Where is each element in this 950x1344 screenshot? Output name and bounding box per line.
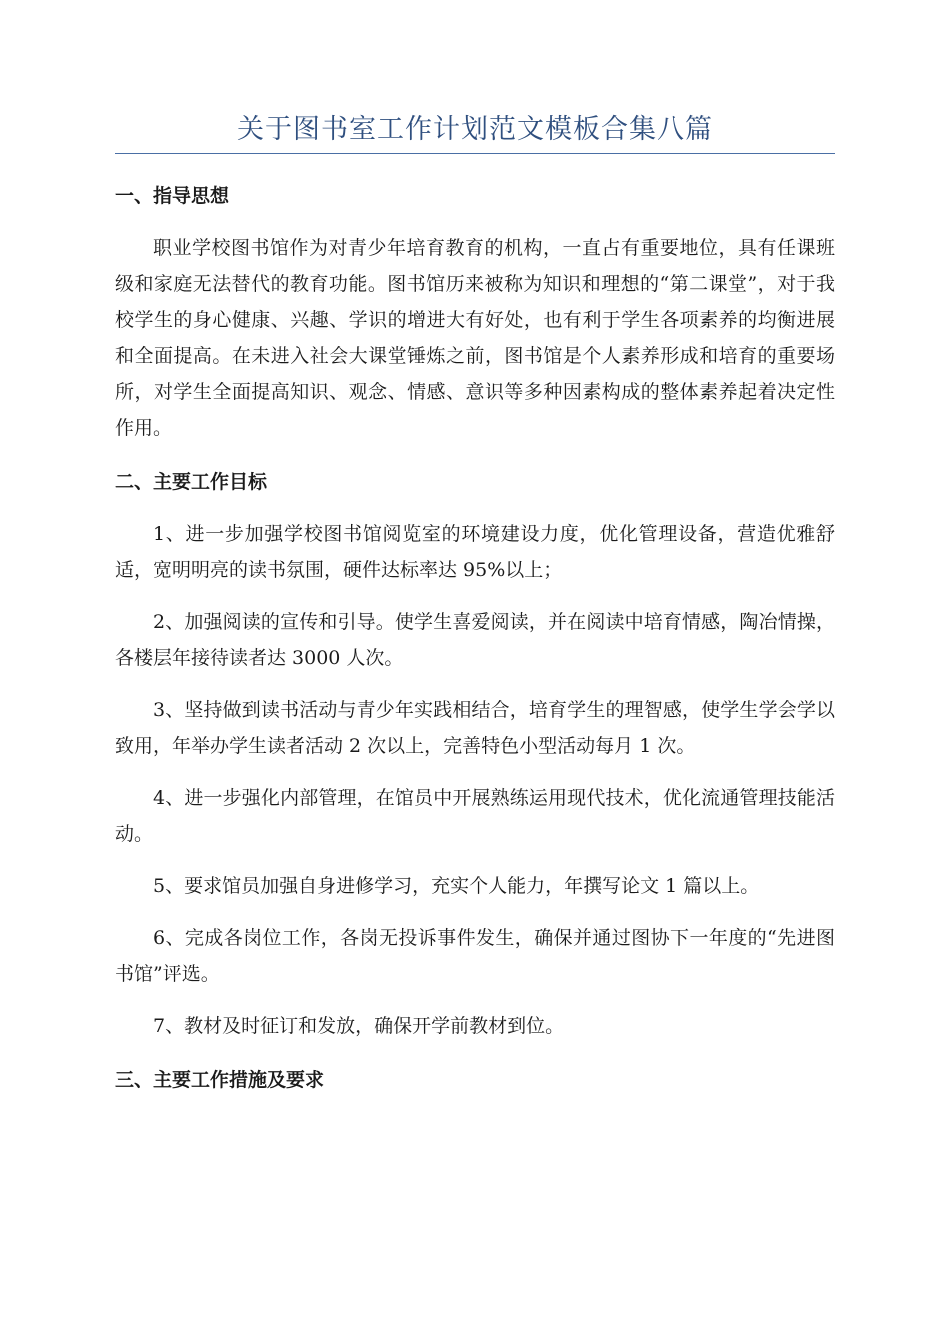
section-heading-work-goals: 二、主要工作目标 (115, 471, 268, 493)
section-heading-measures: 三、主要工作措施及要求 (115, 1069, 325, 1091)
work-goals-list (115, 516, 835, 1044)
work-goal-item: 3、坚持做到读书活动与青少年实践相结合，培育学生的理智感，使学生学会学以致用，年举办学生读者活动 2 次以上，完善特色小型活动每月 1 次。 (115, 699, 835, 757)
work-goal-item: 2、加强阅读的宣传和引导。使学生喜爱阅读，并在阅读中培育情感，陶冶情操，各楼层年接待读者达 3000 人次。 (115, 611, 835, 669)
section-heading-guiding-ideology: 一、指导思想 (115, 185, 230, 207)
work-goal-item: 1、进一步加强学校图书馆阅览室的环境建设力度，优化管理设备，营造优雅舒适，宽明明亮的读书氛围，硬件达标率达 95%以上； (115, 523, 835, 581)
document-title: 关于图书室工作计划范文模板合集八篇 (115, 110, 835, 154)
work-goal-item: 4、进一步强化内部管理，在馆员中开展熟练运用现代技术，优化流通管理技能活动。 (115, 787, 835, 845)
work-goal-item: 7、教材及时征订和发放，确保开学前教材到位。 (153, 1015, 565, 1037)
guiding-ideology-paragraph: 职业学校图书馆作为对青少年培育教育的机构，一直占有重要地位，具有任课班级和家庭无法替代的教育功能。图书馆历来被称为知识和理想的“第二课堂”，对于我校学生的身心健康、兴趣、学识的增进大有好处，也有利于学生各项素养的均衡进展和全面提高。在未进入社会大课堂锤炼之前，图书馆是个人素养形成和培育的重要场所，对学生全面提高知识、观念、情感、意识等多种因素构成的整体素养起着决定性作用。 (115, 237, 835, 439)
work-goal-item: 5、要求馆员加强自身进修学习，充实个人能力，年撰写论文 1 篇以上。 (153, 875, 760, 897)
work-goal-item: 6、完成各岗位工作，各岗无投诉事件发生，确保并通过图协下一年度的“先进图书馆”评选。 (115, 927, 835, 985)
document-page (115, 110, 835, 1098)
